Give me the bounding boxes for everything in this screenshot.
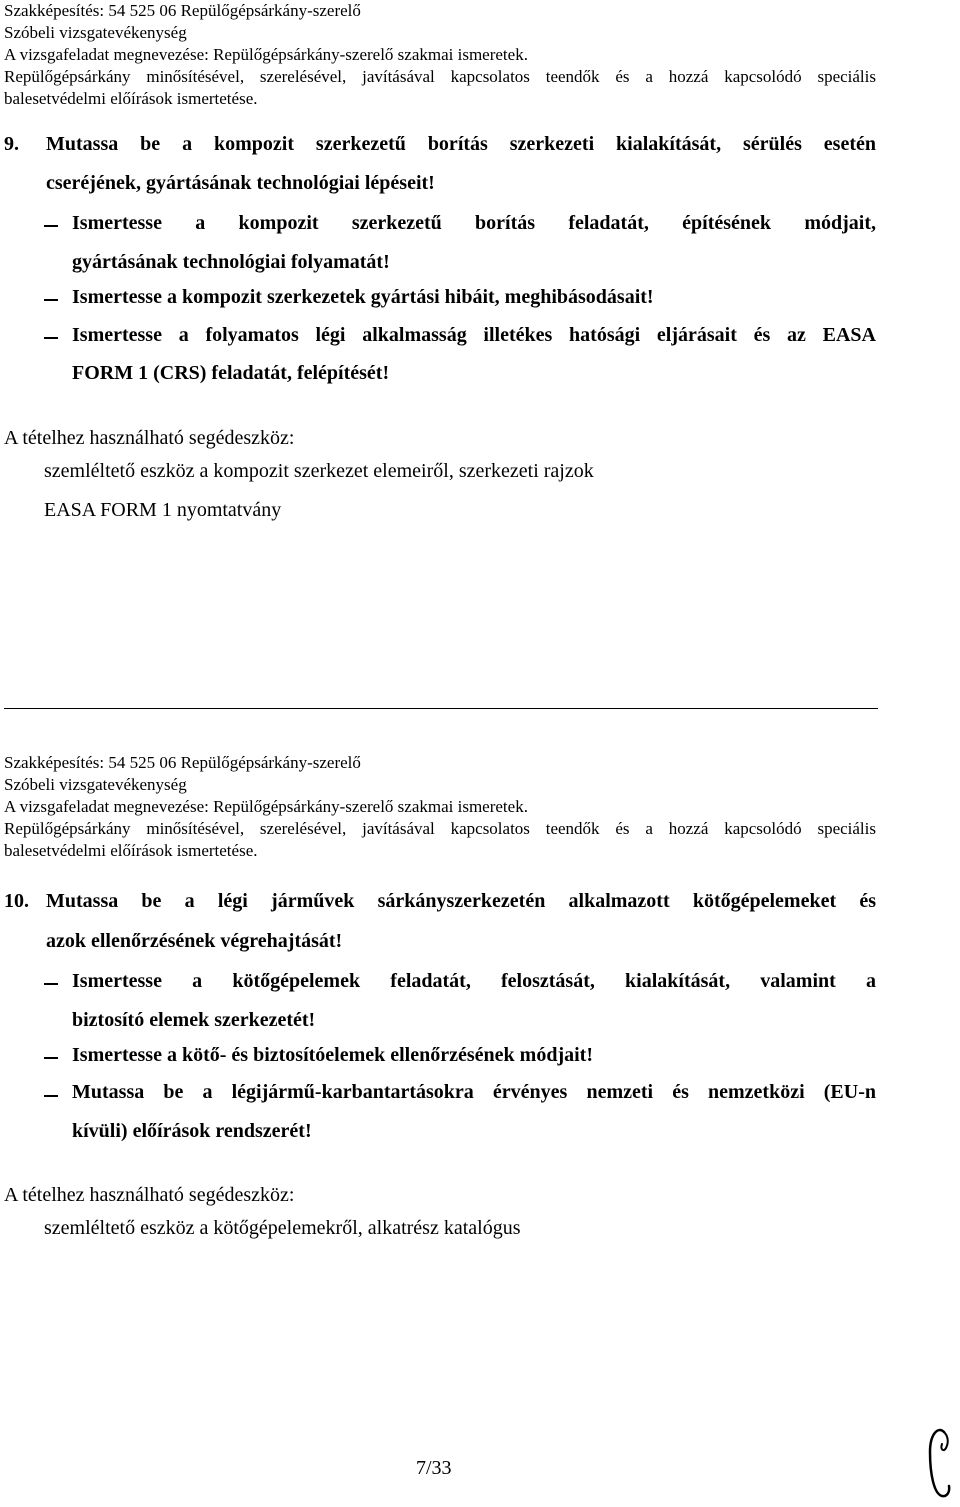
subitem-3-cont: FORM 1 (CRS) feladatát, felépítését! xyxy=(72,362,390,384)
question-text-cont: azok ellenőrzésének végrehajtását! xyxy=(46,930,343,952)
dash-bullet-icon xyxy=(44,1057,58,1059)
header-exam-type: Szóbeli vizsgatevékenység xyxy=(4,775,187,794)
tools-label: A tételhez használható segédeszköz: xyxy=(4,1184,295,1206)
header-task-name: A vizsgafeladat megnevezése: Repülőgépsárkány-szerelő szakmai ismeretek. xyxy=(4,797,528,816)
tool-item: szemléltető eszköz a kötőgépelemekről, alkatrész katalógus xyxy=(44,1217,521,1239)
tools-label: A tételhez használható segédeszköz: xyxy=(4,427,295,449)
subitem-2: Ismertesse a kompozit szerkezetek gyártási hibáit, meghibásodásait! xyxy=(72,286,654,308)
subitem-1-cont: gyártásának technológiai folyamatát! xyxy=(72,251,390,273)
page-number: 7/33 xyxy=(416,1457,452,1479)
header-qualification: Szakképesítés: 54 525 06 Repülőgépsárkány-szerelő xyxy=(4,753,361,772)
header-qualification: Szakképesítés: 54 525 06 Repülőgépsárkány-szerelő xyxy=(4,1,361,20)
dash-bullet-icon xyxy=(44,983,58,985)
question-text: Mutassa be a légi járművek sárkányszerkezetén alkalmazott kötőgépelemeket és xyxy=(46,890,876,912)
header-exam-type: Szóbeli vizsgatevékenység xyxy=(4,23,187,42)
subitem-2: Ismertesse a kötő- és biztosítóelemek ellenőrzésének módjait! xyxy=(72,1044,593,1066)
subitem-3-cont: kívüli) előírások rendszerét! xyxy=(72,1120,312,1142)
question-text: Mutassa be a kompozit szerkezetű borítás szerkezeti kialakítását, sérülés esetén xyxy=(46,133,876,155)
subitem-3: Mutassa be a légijármű-karbantartásokra érvényes nemzeti és nemzetközi (EU-n xyxy=(72,1081,876,1103)
header-description-cont: balesetvédelmi előírások ismertetése. xyxy=(4,89,258,108)
subitem-1: Ismertesse a kompozit szerkezetű borítás feladatát, építésének módjait, xyxy=(72,212,876,234)
section-divider xyxy=(4,708,878,709)
dash-bullet-icon xyxy=(44,225,58,227)
subitem-3: Ismertesse a folyamatos légi alkalmasság illetékes hatósági eljárásait és az EASA xyxy=(72,324,876,346)
tool-item: EASA FORM 1 nyomtatvány xyxy=(44,499,282,521)
question-number: 9. xyxy=(4,133,19,155)
header-task-name: A vizsgafeladat megnevezése: Repülőgépsárkány-szerelő szakmai ismeretek. xyxy=(4,45,528,64)
subitem-1-cont: biztosító elemek szerkezetét! xyxy=(72,1009,316,1031)
question-text-cont: cseréjének, gyártásának technológiai lépéseit! xyxy=(46,172,435,194)
header-description: Repülőgépsárkány minősítésével, szerelésével, javításával kapcsolatos teendők és a hozzá kapcsolódó speciális xyxy=(4,819,876,838)
tool-item: szemléltető eszköz a kompozit szerkezet elemeiről, szerkezeti rajzok xyxy=(44,460,594,482)
dash-bullet-icon xyxy=(44,337,58,339)
handwritten-c-logo-icon xyxy=(922,1422,956,1507)
header-description-cont: balesetvédelmi előírások ismertetése. xyxy=(4,841,258,860)
dash-bullet-icon xyxy=(44,299,58,301)
header-description: Repülőgépsárkány minősítésével, szerelésével, javításával kapcsolatos teendők és a hozzá kapcsolódó speciális xyxy=(4,67,876,86)
subitem-1: Ismertesse a kötőgépelemek feladatát, felosztását, kialakítását, valamint a xyxy=(72,970,876,992)
question-number: 10. xyxy=(4,890,29,912)
dash-bullet-icon xyxy=(44,1095,58,1097)
